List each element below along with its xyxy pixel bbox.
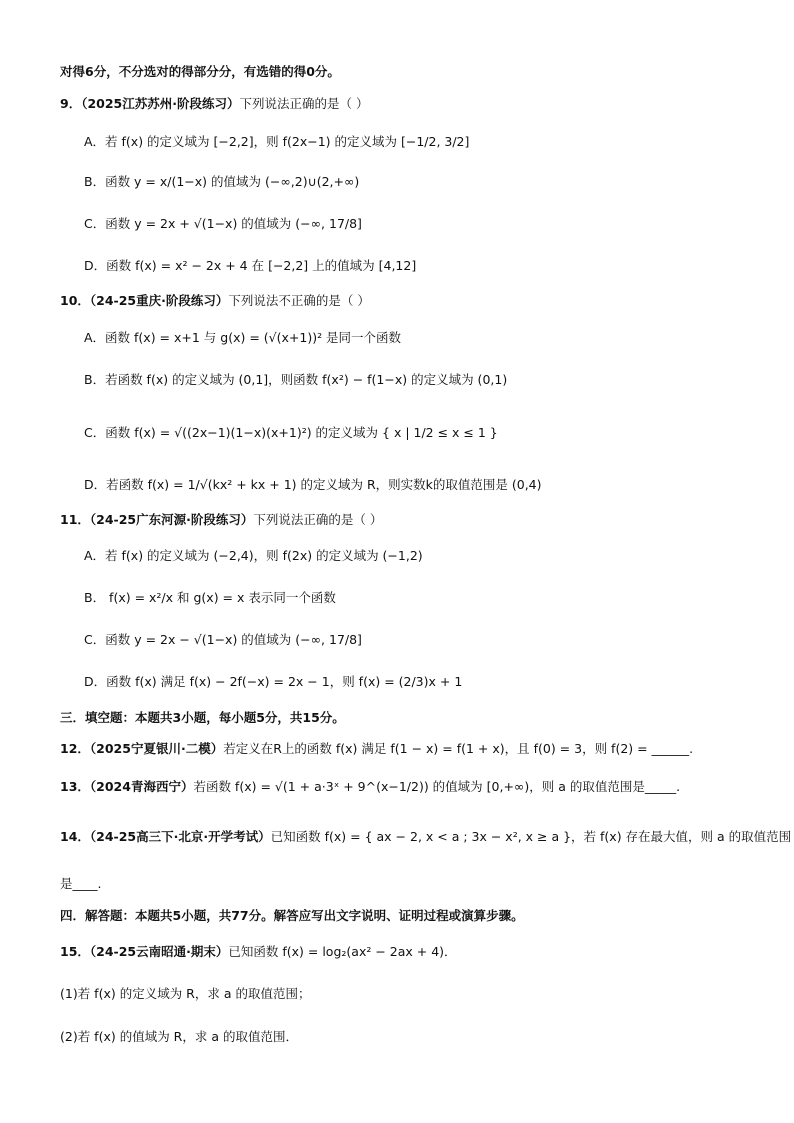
- q12-source: （2025宁夏银川·二模）: [89, 741, 224, 756]
- q11-number: 11．: [60, 512, 90, 527]
- q15-part-1: (1)若 f(x) 的定义域为 R，求 a 的取值范围；: [60, 986, 311, 1001]
- q10-source: （24-25重庆·阶段练习）: [89, 293, 229, 308]
- question-14: [60, 829, 792, 845]
- question-11: [60, 512, 744, 528]
- q14-number: 14．: [60, 829, 90, 844]
- q9-option-d: D．函数 f(x) = x² − 2x + 4 在 [−2,2] 上的值域为 [4,12]: [84, 258, 417, 273]
- q11-option-b: B． f(x) = x²/x 和 g(x) = x 表示同一个函数: [84, 590, 336, 605]
- q9-option-b: B．函数 y = x/(1−x) 的值域为 (−∞,2)∪(2,+∞): [84, 174, 360, 189]
- q13-text: 若函数 f(x) = √(1 + a·3ˣ + 9^(x−1/2)) 的值域为 [0,+∞)，则 a 的取值范围是_____.: [193, 779, 681, 794]
- section-4-heading: 四．解答题：本题共5小题，共77分。解答应写出文字说明、证明过程或演算步骤。: [60, 908, 524, 923]
- q10-option-d: D．若函数 f(x) = 1/√(kx² + kx + 1) 的定义域为 R，则实数k的取值范围是 (0,4): [84, 477, 542, 492]
- q11-option-d: D．函数 f(x) 满足 f(x) − 2f(−x) = 2x − 1，则 f(x) = (2/3)x + 1: [84, 674, 463, 689]
- q14-continuation: 是____.: [60, 876, 102, 891]
- q13-number: 13．: [60, 779, 90, 794]
- intro-line: 对得6分，不分选对的得部分分，有选错的得0分。: [60, 64, 340, 79]
- q15-number: 15．: [60, 944, 90, 959]
- question-12: [60, 741, 744, 757]
- q11-option-a: A．若 f(x) 的定义域为 (−2,4)，则 f(2x) 的定义域为 (−1,2): [84, 548, 423, 563]
- question-10: [60, 293, 744, 309]
- q9-option-c: C．函数 y = 2x + √(1−x) 的值域为 (−∞, 17/8]: [84, 216, 362, 231]
- q10-stem: 下列说法不正确的是（ ）: [228, 293, 370, 308]
- q11-option-c: C．函数 y = 2x − √(1−x) 的值域为 (−∞, 17/8]: [84, 632, 362, 647]
- q15-text: 已知函数 f(x) = log₂(ax² − 2ax + 4)．: [228, 944, 457, 959]
- section-3-heading: 三．填空题：本题共3小题，每小题5分，共15分。: [60, 710, 345, 725]
- q11-stem: 下列说法正确的是（ ）: [253, 512, 383, 527]
- q11-source: （24-25广东河源·阶段练习）: [89, 512, 254, 527]
- q12-text: 若定义在R上的函数 f(x) 满足 f(1 − x) = f(1 + x)，且 f(0) = 3，则 f(2) = ______.: [223, 741, 694, 756]
- question-9: [60, 96, 744, 112]
- q10-option-a: A．函数 f(x) = x+1 与 g(x) = (√(x+1))² 是同一个函数: [84, 330, 402, 345]
- question-13: [60, 779, 744, 795]
- q14-text: 已知函数 f(x) = { ax − 2, x < a ; 3x − x², x ≥ a }，若 f(x) 存在最大值，则 a 的取值范围: [270, 829, 792, 844]
- q14-source: （24-25高三下·北京·开学考试）: [89, 829, 271, 844]
- q9-source: （2025江苏苏州·阶段练习）: [81, 96, 240, 111]
- q9-number: 9．: [60, 96, 82, 111]
- q10-option-c: C．函数 f(x) = √((2x−1)(1−x)(x+1)²) 的定义域为 { x | 1/2 ≤ x ≤ 1 }: [84, 425, 498, 440]
- q15-source: （24-25云南昭通·期末）: [89, 944, 229, 959]
- q12-number: 12．: [60, 741, 90, 756]
- q10-option-b: B．若函数 f(x) 的定义域为 (0,1]，则函数 f(x²) − f(1−x) 的定义域为 (0,1): [84, 372, 508, 387]
- q13-source: （2024青海西宁）: [89, 779, 194, 794]
- q9-stem: 下列说法正确的是（ ）: [239, 96, 369, 111]
- q15-part-2: (2)若 f(x) 的值域为 R，求 a 的取值范围．: [60, 1029, 298, 1044]
- q10-number: 10．: [60, 293, 90, 308]
- q9-option-a: A．若 f(x) 的定义域为 [−2,2]，则 f(2x−1) 的定义域为 [−1/2, 3/2]: [84, 134, 470, 149]
- question-15: [60, 944, 744, 960]
